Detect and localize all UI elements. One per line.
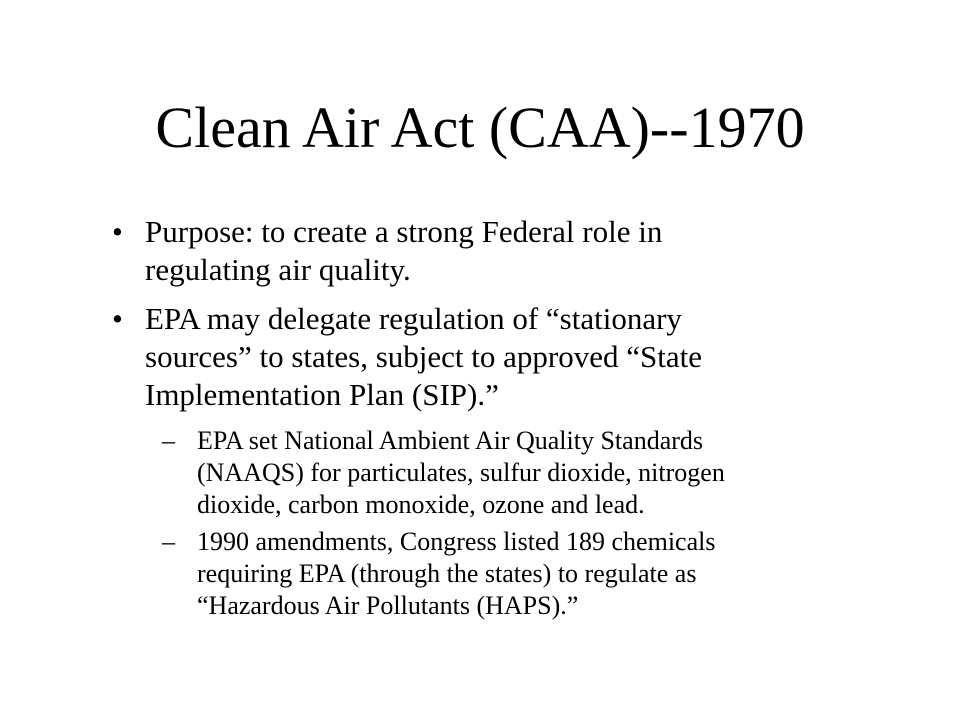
subbullet-line: (NAAQS) for particulates, sulfur dioxide, nitrogen bbox=[197, 458, 725, 487]
subbullet-line: EPA set National Ambient Air Quality Standards bbox=[197, 426, 704, 455]
subbullet-naaqs bbox=[162, 425, 832, 521]
bullet-line: Implementation Plan (SIP).” bbox=[145, 377, 499, 412]
subbullet-amendments bbox=[162, 526, 832, 622]
bullet-line: regulating air quality. bbox=[145, 252, 411, 287]
bullet-delegation bbox=[112, 300, 832, 414]
subbullet-marker: – bbox=[162, 426, 175, 455]
bullet-line: sources” to states, subject to approved “State bbox=[145, 339, 702, 374]
bullet-purpose bbox=[112, 213, 832, 289]
subbullet-line: 1990 amendments, Congress listed 189 chemicals bbox=[197, 527, 716, 556]
bullet-line: Purpose: to create a strong Federal role in bbox=[145, 214, 663, 249]
subbullet-line: dioxide, carbon monoxide, ozone and lead. bbox=[197, 490, 645, 519]
slide-body bbox=[112, 213, 832, 627]
bullet-line: EPA may delegate regulation of “stationary bbox=[145, 301, 682, 336]
bullet-marker: • bbox=[112, 214, 123, 249]
subbullet-marker: – bbox=[162, 527, 175, 556]
subbullet-line: requiring EPA (through the states) to regulate as bbox=[197, 559, 697, 588]
subbullet-line: “Hazardous Air Pollutants (HAPS).” bbox=[197, 591, 579, 620]
slide-title: Clean Air Act (CAA)--1970 bbox=[155, 95, 805, 160]
bullet-marker: • bbox=[112, 301, 123, 336]
